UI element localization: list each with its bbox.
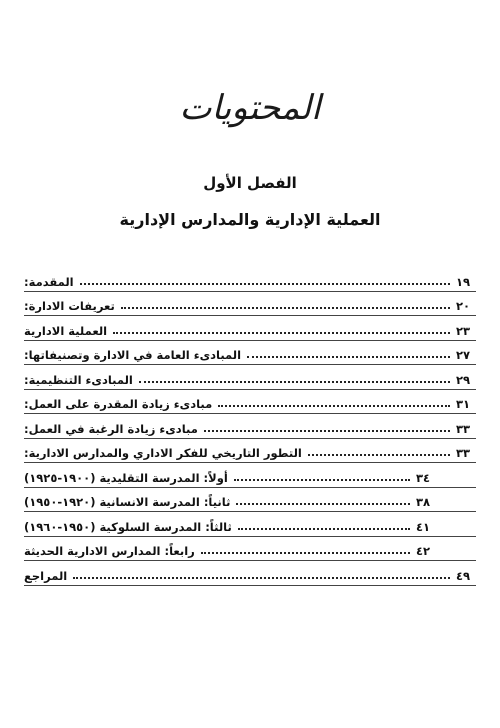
- toc-entry-page-number: ٣١: [456, 397, 471, 411]
- toc-entry-label: العملية الادارية: [24, 323, 108, 338]
- toc-entry-page-number: ٣٨: [416, 495, 431, 509]
- toc-entry-page-number: ٣٣: [456, 421, 471, 436]
- toc-entry-page-number: ٢٧: [456, 348, 471, 362]
- toc-entry[interactable]: [24, 365, 476, 390]
- toc-entry-label: ثالثاً: المدرسة السلوكية (١٩٥٠-١٩٦٠): [24, 519, 232, 534]
- dot-leader: [139, 381, 450, 383]
- toc-entry[interactable]: [24, 390, 476, 415]
- toc-entry[interactable]: [24, 463, 476, 488]
- dot-leader: [121, 307, 450, 309]
- dot-leader: [247, 356, 450, 358]
- toc-entry-page-number: ٤٩: [456, 568, 471, 583]
- toc-entry[interactable]: [24, 292, 476, 317]
- dot-leader: [204, 430, 450, 432]
- toc-entry-page-number: ٣٣: [456, 446, 471, 460]
- toc-entry-label: مبادىء زيادة المقدرة على العمل:: [24, 397, 213, 411]
- toc-entry-page-number: ٤٢: [416, 544, 431, 558]
- toc-entry-label: المقدمة:: [24, 274, 74, 289]
- toc-entry[interactable]: [24, 512, 476, 537]
- toc-entry-label: رابعاً: المدارس الادارية الحديثة: [24, 544, 195, 558]
- toc-entry-page-number: ١٩: [456, 274, 471, 289]
- toc-entry-label: المبادىء العامة في الادارة وتصنيفاتها:: [24, 348, 242, 362]
- toc-entry-label: المراجع: [24, 568, 68, 583]
- toc-entry-page-number: ٢٠: [456, 299, 471, 313]
- toc-entry[interactable]: [24, 341, 476, 366]
- toc-entry-page-number: ٤١: [416, 519, 431, 534]
- toc-entry[interactable]: [24, 267, 476, 292]
- chapter-number: الفصل الأول: [203, 174, 297, 192]
- chapter-title: العملية الإدارية والمدارس الإدارية: [119, 210, 381, 229]
- dot-leader: [308, 454, 450, 456]
- toc-entry-label: أولاً: المدرسة التقليدية (١٩٠٠-١٩٢٥): [24, 470, 228, 485]
- dot-leader: [113, 332, 450, 334]
- dot-leader: [201, 552, 410, 554]
- toc-entry[interactable]: [24, 488, 476, 513]
- toc-entry-page-number: ٢٣: [456, 323, 471, 338]
- toc-entry-page-number: ٢٩: [456, 372, 471, 387]
- toc-entry-page-number: ٣٤: [416, 470, 431, 485]
- toc-entry[interactable]: [24, 561, 476, 586]
- toc-entry[interactable]: [24, 414, 476, 439]
- page-title: المحتويات: [179, 88, 321, 128]
- toc-entry-label: المبادىء التنظيمية:: [24, 372, 133, 387]
- dot-leader: [238, 528, 410, 530]
- dot-leader: [73, 577, 450, 579]
- dot-leader: [234, 479, 410, 481]
- toc-entry[interactable]: [24, 439, 476, 464]
- toc-entry[interactable]: [24, 537, 476, 562]
- table-of-contents: [24, 267, 476, 586]
- toc-entry-label: مبادىء زيادة الرغبة في العمل:: [24, 421, 198, 436]
- dot-leader: [218, 405, 450, 407]
- dot-leader: [80, 283, 450, 285]
- toc-entry-label: تعريفات الادارة:: [24, 299, 115, 313]
- toc-entry-label: ثانياً: المدرسة الانسانية (١٩٢٠-١٩٥٠): [24, 495, 231, 509]
- toc-entry[interactable]: [24, 316, 476, 341]
- dot-leader: [236, 503, 410, 505]
- toc-entry-label: التطور التاريخي للفكر الاداري والمدارس الادارية:: [24, 446, 302, 460]
